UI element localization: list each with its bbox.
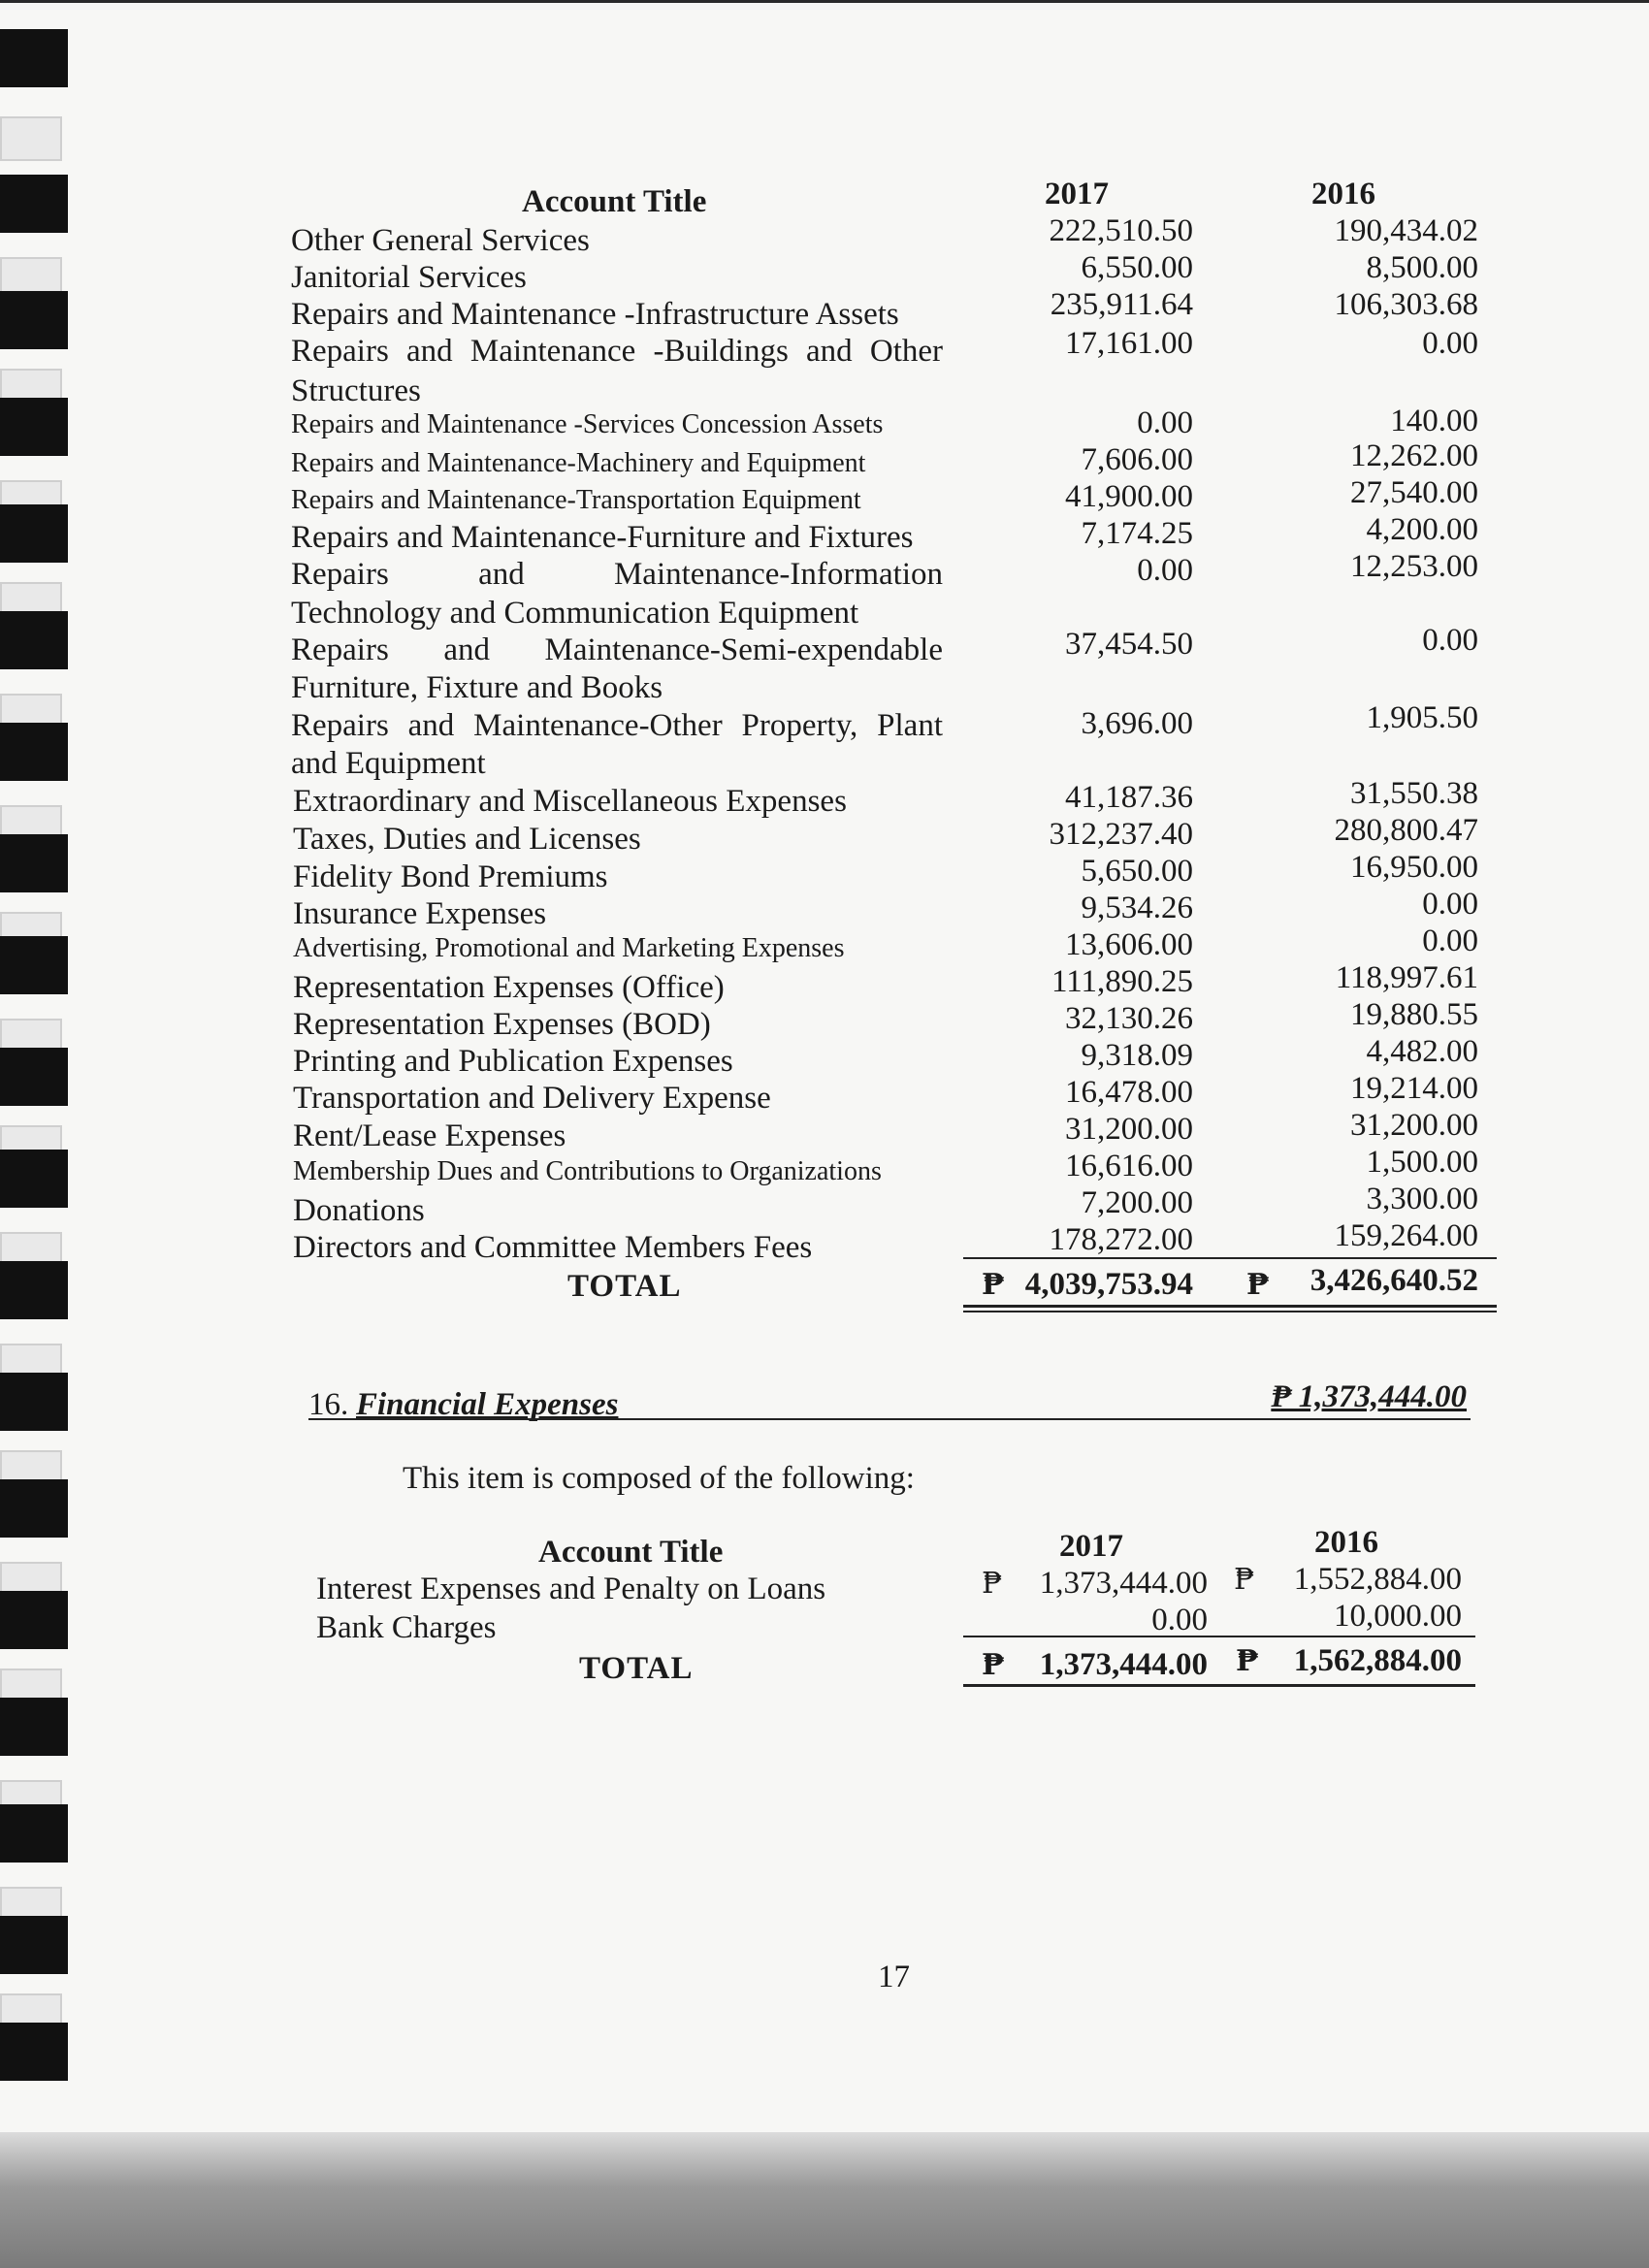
table1-header-title: Account Title [522,184,707,219]
table1-row-2016: 190,434.02 [1334,213,1478,248]
table1-row-2016: 1,500.00 [1366,1145,1478,1180]
binding-hole [0,1591,68,1649]
table1-row-2017: 9,534.26 [1081,891,1193,925]
binding-hole [0,1048,68,1106]
table1-row-label: Insurance Expenses [293,896,547,931]
table2-total-2016: 1,562,884.00 [1293,1643,1462,1678]
binding-hole [0,723,68,781]
table1-row-label: Membership Dues and Contributions to Organizations [293,1156,882,1186]
table2-total-currency-2017: ₱ [982,1648,1005,1682]
table1-row-label: Rent/Lease Expenses [293,1118,566,1153]
binding-hole [0,1261,68,1319]
binding-hole [0,175,68,233]
table2-header-2017: 2017 [1059,1529,1123,1564]
table1-row-2016: 19,880.55 [1350,997,1478,1032]
table1-row-label: Representation Expenses (BOD) [293,1007,711,1042]
table1-row-label: Repairs and Maintenance-Furniture and Fixtures [291,520,914,555]
section-amount: ₱ 1,373,444.00 [1271,1379,1467,1414]
binding-hole [0,834,68,892]
binding-hole [0,2023,68,2081]
table1-row-2016: 16,950.00 [1350,850,1478,885]
table1-row-2016: 31,200.00 [1350,1108,1478,1143]
section-intro: This item is composed of the following: [403,1461,915,1496]
table1-row-2017: 312,237.40 [1049,817,1193,852]
binding-hole [0,1916,68,1974]
table2-total-currency-2016: ₱ [1236,1644,1259,1678]
table1-row-label: Printing and Publication Expenses [293,1044,733,1079]
table1-row-label: Repairs and Maintenance-Semi-expendable [291,632,943,667]
table1-total-rule [963,1305,1497,1308]
table1-row-label: Repairs and Maintenance -Buildings and Other [291,334,943,369]
table1-row-2017: 32,130.26 [1065,1001,1193,1036]
table2-header-title: Account Title [538,1535,724,1570]
table1-row-label-cont: Technology and Communication Equipment [291,596,859,631]
table2-row-2016: 10,000.00 [1334,1599,1462,1634]
table1-row-2016: 140.00 [1390,404,1478,438]
binding-hole [0,116,62,161]
table1-total-2016: 3,426,640.52 [1310,1263,1478,1298]
table1-row-2017: 235,911.64 [1050,287,1193,322]
table2-subtotal-rule [963,1636,1475,1637]
table1-row-label-cont: Furniture, Fixture and Books [291,670,663,705]
binding-hole [0,504,68,563]
table1-row-2016: 1,905.50 [1366,700,1478,735]
table1-row-label: Repairs and Maintenance-Information [291,557,943,592]
table1-row-label-cont: and Equipment [291,746,486,781]
table1-row-2017: 5,650.00 [1081,854,1193,889]
table1-header-2017: 2017 [1045,177,1109,211]
table1-row-2016: 12,253.00 [1350,549,1478,584]
table1-row-2016: 159,264.00 [1334,1218,1478,1253]
table1-header-2016: 2016 [1311,177,1375,211]
table2-row-label: Bank Charges [316,1610,497,1645]
binding-hole [0,1698,68,1756]
table1-row-label: Repairs and Maintenance -Services Concession Assets [291,409,884,439]
table2-total-2017: 1,373,444.00 [1039,1647,1208,1682]
table1-row-2017: 3,696.00 [1081,706,1193,741]
table1-row-2017: 7,606.00 [1081,442,1193,477]
table2-total-rule [963,1684,1475,1687]
table1-row-2016: 4,200.00 [1366,512,1478,547]
table1-total-label: TOTAL [567,1269,682,1304]
table1-row-2017: 222,510.50 [1049,213,1193,248]
table1-row-2016: 27,540.00 [1350,475,1478,510]
table1-row-label: Advertising, Promotional and Marketing Expenses [293,933,845,963]
table1-row-2017: 6,550.00 [1081,250,1193,285]
table2-total-label: TOTAL [579,1651,694,1686]
table2-row-2017: 0.00 [1151,1603,1208,1637]
table1-row-2016: 4,482.00 [1366,1034,1478,1069]
section-number: 16. [308,1387,349,1422]
table1-row-label: Transportation and Delivery Expense [293,1081,771,1116]
table1-row-2017: 0.00 [1137,553,1193,588]
table1-row-2016: 280,800.47 [1334,813,1478,848]
table1-row-2016: 0.00 [1422,326,1478,361]
table1-row-2017: 31,200.00 [1065,1112,1193,1147]
page-top-edge [0,0,1649,13]
table1-row-2016: 31,550.38 [1350,776,1478,811]
table2-row-currency-2016: ₱ [1234,1563,1255,1597]
binding-hole [0,936,68,994]
spiral-binding [0,0,87,2268]
page-number: 17 [878,1960,910,1994]
binding-hole [0,1150,68,1208]
binding-hole [0,611,68,669]
table1-row-label: Donations [293,1193,425,1228]
table1-row-2016: 0.00 [1422,623,1478,658]
table1-total-double-rule [963,1311,1497,1312]
section-title: Financial Expenses [356,1387,619,1422]
table1-row-2017: 13,606.00 [1065,927,1193,962]
table1-row-2016: 3,300.00 [1366,1182,1478,1216]
table1-row-2017: 37,454.50 [1065,627,1193,662]
table1-row-2016: 12,262.00 [1350,438,1478,473]
binding-hole [0,1479,68,1538]
table1-row-2017: 7,200.00 [1081,1185,1193,1220]
table1-row-2016: 0.00 [1422,923,1478,958]
binding-hole [0,291,68,349]
table2-row-2017: 1,373,444.00 [1039,1566,1208,1601]
table1-row-2017: 0.00 [1137,405,1193,440]
table1-row-label: Fidelity Bond Premiums [293,859,608,894]
table1-row-label: Repairs and Maintenance-Transportation Equipment [291,485,861,515]
table1-row-2016: 19,214.00 [1350,1071,1478,1106]
table2-row-label: Interest Expenses and Penalty on Loans [316,1571,826,1606]
table1-row-2016: 118,997.61 [1335,960,1478,995]
table1-row-2017: 178,272.00 [1049,1222,1193,1257]
table1-row-2016: 8,500.00 [1366,250,1478,285]
table1-row-label: Directors and Committee Members Fees [293,1230,813,1265]
table1-subtotal-rule [963,1257,1497,1259]
table2-row-currency-2017: ₱ [982,1567,1003,1601]
table1-row-2017: 9,318.09 [1081,1038,1193,1073]
table2-row-2016: 1,552,884.00 [1293,1562,1462,1597]
table1-row-label-cont: Structures [291,373,421,408]
section-heading-rule [308,1418,1471,1420]
table1-row-2017: 7,174.25 [1081,516,1193,551]
table1-row-label: Repairs and Maintenance-Machinery and Equipment [291,448,866,478]
table1-row-2017: 17,161.00 [1065,326,1193,361]
table1-row-2017: 41,187.36 [1065,780,1193,815]
table1-total-currency-2017: ₱ [982,1268,1005,1302]
table1-row-2017: 41,900.00 [1065,479,1193,514]
table2-header-2016: 2016 [1314,1525,1378,1560]
table1-row-2016: 0.00 [1422,887,1478,922]
table1-row-label: Repairs and Maintenance -Infrastructure Assets [291,297,899,332]
scan-bottom-shadow [0,2132,1649,2268]
table1-row-2017: 16,616.00 [1065,1149,1193,1183]
table1-total-currency-2016: ₱ [1246,1268,1270,1302]
table1-row-label: Extraordinary and Miscellaneous Expenses [293,784,847,819]
table1-row-2016: 106,303.68 [1334,287,1478,322]
binding-hole [0,1804,68,1863]
binding-hole [0,29,68,87]
binding-hole [0,1373,68,1431]
table1-row-label: Other General Services [291,223,590,258]
table1-row-label: Repairs and Maintenance-Other Property, Plant [291,708,943,743]
table1-row-label: Janitorial Services [291,260,527,295]
table1-total-2017: 4,039,753.94 [1024,1267,1193,1302]
table1-row-label: Taxes, Duties and Licenses [293,822,641,857]
table1-row-label: Representation Expenses (Office) [293,970,725,1005]
table1-row-2017: 111,890.25 [1051,964,1193,999]
table1-row-2017: 16,478.00 [1065,1075,1193,1110]
binding-hole [0,398,68,456]
